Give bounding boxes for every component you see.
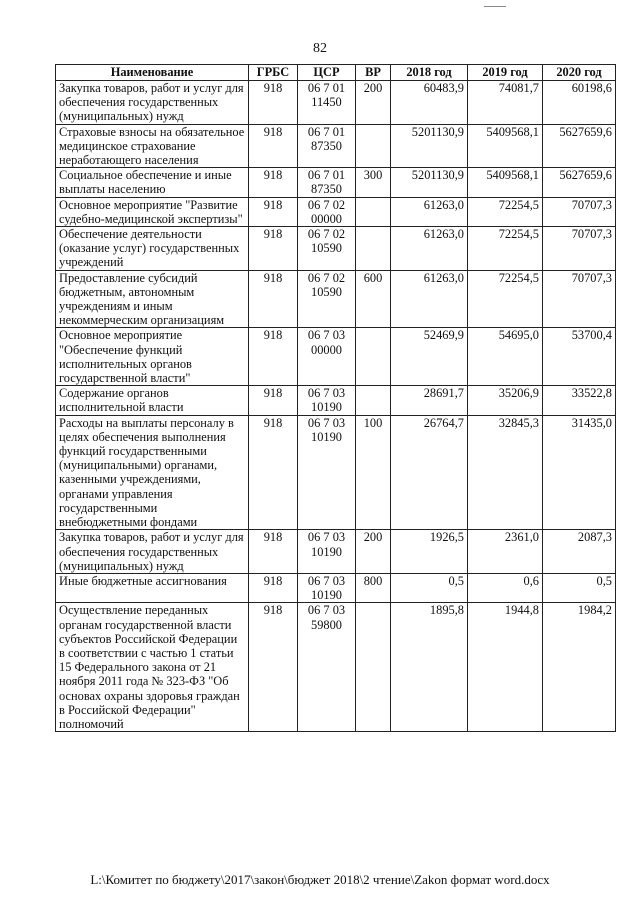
- cell-grbs: 918: [249, 197, 298, 226]
- cell-2020: 2087,3: [543, 530, 616, 574]
- cell-2018: 5201130,9: [391, 168, 468, 197]
- table-header-row: [56, 65, 616, 81]
- cell-csr: 06 7 02 00000: [298, 197, 356, 226]
- cell-2018: 28691,7: [391, 386, 468, 415]
- cell-2020: 31435,0: [543, 415, 616, 530]
- cell-vr: [356, 197, 391, 226]
- cell-name: Основное мероприятие "Развитие судебно-медицинской экспертизы": [56, 197, 249, 226]
- cell-vr: 100: [356, 415, 391, 530]
- cell-grbs: 918: [249, 227, 298, 271]
- cell-2019: 2361,0: [468, 530, 543, 574]
- cell-2019: 5409568,1: [468, 168, 543, 197]
- table-row: [56, 124, 616, 168]
- cell-2019: 1944,8: [468, 603, 543, 732]
- cell-2020: 5627659,6: [543, 168, 616, 197]
- cell-2018: 26764,7: [391, 415, 468, 530]
- cell-name: Расходы на выплаты персоналу в целях обеспечения выполнения функций государственными (муниципальными) органами, казенными учреждениями, органами управления государственными внебюджетными фондами: [56, 415, 249, 530]
- table-row: [56, 81, 616, 125]
- table-row: [56, 603, 616, 732]
- cell-2019: 5409568,1: [468, 124, 543, 168]
- cell-name: Иные бюджетные ассигнования: [56, 573, 249, 602]
- cell-csr: 06 7 01 87350: [298, 124, 356, 168]
- cell-2018: 1895,8: [391, 603, 468, 732]
- cell-grbs: 918: [249, 603, 298, 732]
- cell-name: Основное мероприятие "Обеспечение функций исполнительных органов государственной власти": [56, 328, 249, 386]
- cell-vr: 200: [356, 81, 391, 125]
- cell-vr: 200: [356, 530, 391, 574]
- file-path-footer: L:\Комитет по бюджету\2017\закон\бюджет 2018\2 чтение\Zakon формат word.docx: [90, 872, 550, 887]
- cell-2020: 0,5: [543, 573, 616, 602]
- cell-2020: 70707,3: [543, 227, 616, 271]
- cell-2019: 74081,7: [468, 81, 543, 125]
- cell-csr: 06 7 03 10190: [298, 530, 356, 574]
- cell-csr: 06 7 02 10590: [298, 227, 356, 271]
- cell-grbs: 918: [249, 530, 298, 574]
- cell-vr: [356, 124, 391, 168]
- cell-2020: 1984,2: [543, 603, 616, 732]
- cell-name: Содержание органов исполнительной власти: [56, 386, 249, 415]
- cell-2019: 72254,5: [468, 270, 543, 328]
- header-csr: ЦСР: [298, 65, 356, 81]
- cell-2019: 72254,5: [468, 197, 543, 226]
- cell-2020: 70707,3: [543, 197, 616, 226]
- scan-mark: [484, 6, 506, 7]
- cell-vr: [356, 328, 391, 386]
- cell-csr: 06 7 03 59800: [298, 603, 356, 732]
- header-2019: 2019 год: [468, 65, 543, 81]
- cell-csr: 06 7 03 10190: [298, 573, 356, 602]
- cell-name: Социальное обеспечение и иные выплаты населению: [56, 168, 249, 197]
- cell-vr: 800: [356, 573, 391, 602]
- cell-name: Закупка товаров, работ и услуг для обеспечения государственных (муниципальных) нужд: [56, 81, 249, 125]
- header-name: Наименование: [56, 65, 249, 81]
- table-row: [56, 197, 616, 226]
- cell-2018: 1926,5: [391, 530, 468, 574]
- cell-grbs: 918: [249, 168, 298, 197]
- cell-2020: 33522,8: [543, 386, 616, 415]
- cell-grbs: 918: [249, 328, 298, 386]
- cell-name: Страховые взносы на обязательное медицинское страхование неработающего населения: [56, 124, 249, 168]
- header-2020: 2020 год: [543, 65, 616, 81]
- cell-2018: 61263,0: [391, 227, 468, 271]
- cell-2020: 5627659,6: [543, 124, 616, 168]
- cell-csr: 06 7 01 11450: [298, 81, 356, 125]
- cell-2019: 32845,3: [468, 415, 543, 530]
- cell-vr: [356, 386, 391, 415]
- cell-name: Закупка товаров, работ и услуг для обеспечения государственных (муниципальных) нужд: [56, 530, 249, 574]
- cell-vr: [356, 227, 391, 271]
- cell-grbs: 918: [249, 270, 298, 328]
- table-body: [56, 81, 616, 732]
- header-2018: 2018 год: [391, 65, 468, 81]
- cell-grbs: 918: [249, 415, 298, 530]
- cell-vr: 300: [356, 168, 391, 197]
- cell-name: Осуществление переданных органам государственной власти субъектов Российской Федерации в соответствии с частью 1 статьи 15 Федерального закона от 21 ноября 2011 года № 323-ФЗ "Об основах охраны здоровья граждан в Российской Федерации" полномочий: [56, 603, 249, 732]
- table-row: [56, 328, 616, 386]
- cell-2019: 72254,5: [468, 227, 543, 271]
- cell-csr: 06 7 01 87350: [298, 168, 356, 197]
- cell-grbs: 918: [249, 124, 298, 168]
- table-row: [56, 415, 616, 530]
- cell-2019: 0,6: [468, 573, 543, 602]
- cell-csr: 06 7 03 10190: [298, 386, 356, 415]
- cell-csr: 06 7 03 00000: [298, 328, 356, 386]
- table-row: [56, 168, 616, 197]
- table-row: [56, 573, 616, 602]
- cell-2020: 53700,4: [543, 328, 616, 386]
- cell-csr: 06 7 03 10190: [298, 415, 356, 530]
- cell-2020: 70707,3: [543, 270, 616, 328]
- table-row: [56, 227, 616, 271]
- table-row: [56, 530, 616, 574]
- cell-name: Предоставление субсидий бюджетным, автономным учреждениям и иным некоммерческим организациям: [56, 270, 249, 328]
- cell-2018: 5201130,9: [391, 124, 468, 168]
- cell-2018: 52469,9: [391, 328, 468, 386]
- cell-grbs: 918: [249, 81, 298, 125]
- cell-vr: [356, 603, 391, 732]
- header-grbs: ГРБС: [249, 65, 298, 81]
- cell-grbs: 918: [249, 386, 298, 415]
- cell-2019: 35206,9: [468, 386, 543, 415]
- cell-2018: 60483,9: [391, 81, 468, 125]
- cell-2019: 54695,0: [468, 328, 543, 386]
- cell-2018: 61263,0: [391, 197, 468, 226]
- cell-2018: 61263,0: [391, 270, 468, 328]
- cell-vr: 600: [356, 270, 391, 328]
- cell-2018: 0,5: [391, 573, 468, 602]
- cell-grbs: 918: [249, 573, 298, 602]
- table-row: [56, 270, 616, 328]
- budget-table: [55, 64, 616, 732]
- cell-name: Обеспечение деятельности (оказание услуг) государственных учреждений: [56, 227, 249, 271]
- header-vr: ВР: [356, 65, 391, 81]
- cell-2020: 60198,6: [543, 81, 616, 125]
- cell-csr: 06 7 02 10590: [298, 270, 356, 328]
- page-number: 82: [313, 41, 327, 56]
- table-row: [56, 386, 616, 415]
